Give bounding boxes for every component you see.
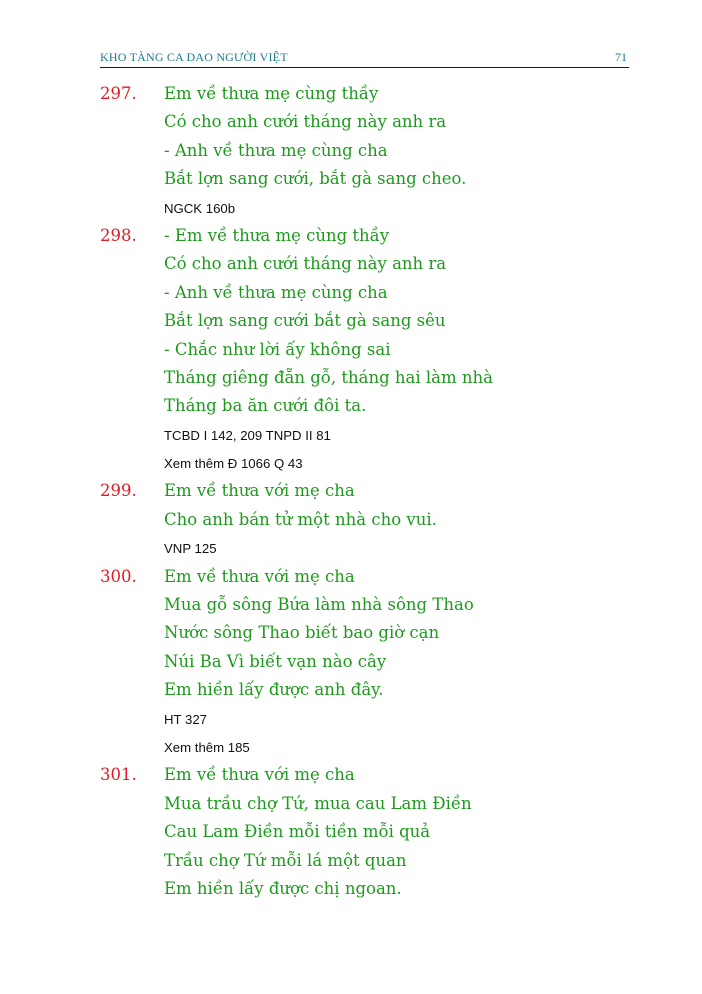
source-text: NGCK 160b bbox=[164, 200, 236, 216]
verse-text: Mua trầu chợ Tứ, mua cau Lam Điền bbox=[164, 793, 472, 813]
verse-line bbox=[100, 818, 640, 846]
verse-line bbox=[100, 619, 640, 647]
verse-line bbox=[100, 648, 640, 676]
verse-line bbox=[100, 137, 640, 165]
source-reference bbox=[100, 733, 640, 761]
verse-text: Em về thưa với mẹ cha bbox=[164, 765, 355, 785]
verse-text: Em hiền lấy được anh đây. bbox=[164, 680, 384, 700]
verse-text: Tháng ba ăn cưới đôi ta. bbox=[164, 396, 367, 416]
verse-line bbox=[100, 591, 640, 619]
verse-text: Có cho anh cưới tháng này anh ra bbox=[164, 254, 447, 274]
verse-line bbox=[100, 477, 640, 505]
verse-line bbox=[100, 222, 640, 250]
verse-line bbox=[100, 108, 640, 136]
verse-text: Có cho anh cưới tháng này anh ra bbox=[164, 112, 447, 132]
verse-line bbox=[100, 790, 640, 818]
verse-text: Em về thưa với mẹ cha bbox=[164, 481, 355, 501]
source-reference bbox=[100, 449, 640, 477]
verse-text: - Anh về thưa mẹ cùng cha bbox=[164, 282, 388, 302]
source-reference bbox=[100, 705, 640, 733]
source-text: Xem thêm Đ 1066 Q 43 bbox=[164, 456, 303, 472]
verse-line bbox=[100, 279, 640, 307]
verse-text: - Anh về thưa mẹ cùng cha bbox=[164, 140, 388, 160]
verse-line bbox=[100, 336, 640, 364]
source-text: Xem thêm 185 bbox=[164, 739, 250, 755]
poem-entry bbox=[100, 222, 640, 478]
verse-line bbox=[100, 506, 640, 534]
verse-text: Núi Ba Vì biết vạn nào cây bbox=[164, 651, 387, 671]
source-reference bbox=[100, 421, 640, 449]
entry-number: 300. bbox=[100, 566, 137, 586]
verse-text: Nước sông Thao biết bao giờ cạn bbox=[164, 623, 440, 643]
verse-text: - Chắc như lời ấy không sai bbox=[164, 339, 391, 359]
verse-text: Mua gỗ sông Bứa làm nhà sông Thao bbox=[164, 595, 474, 615]
source-text: TCBD I 142, 209 TNPD II 81 bbox=[164, 427, 331, 443]
verse-text: Tháng giêng đẵn gỗ, tháng hai làm nhà bbox=[164, 367, 493, 387]
entry-number: 298. bbox=[100, 225, 137, 245]
verse-text: Em về thưa mẹ cùng thầy bbox=[164, 84, 379, 103]
page-number: 71 bbox=[615, 50, 627, 64]
page-header bbox=[100, 48, 629, 68]
book-title: KHO TÀNG CA DAO NGƯỜI VIỆT bbox=[100, 50, 288, 64]
verse-line bbox=[100, 847, 640, 875]
source-text: HT 327 bbox=[164, 711, 208, 727]
entry-number: 301. bbox=[100, 765, 137, 785]
verse-text: Bắt lợn sang cưới bắt gà sang sêu bbox=[164, 311, 446, 331]
source-reference bbox=[100, 534, 640, 562]
verse-line bbox=[100, 676, 640, 704]
verse-line bbox=[100, 250, 640, 278]
poem-entry bbox=[100, 761, 640, 903]
poem-entry bbox=[100, 80, 640, 222]
verse-line bbox=[100, 307, 640, 335]
poem-entry bbox=[100, 477, 640, 562]
verse-line bbox=[100, 165, 640, 193]
verse-line bbox=[100, 761, 640, 789]
verse-line bbox=[100, 563, 640, 591]
verse-text: Em hiền lấy được chị ngoan. bbox=[164, 878, 402, 898]
entry-number: 299. bbox=[100, 481, 137, 501]
poem-entry bbox=[100, 563, 640, 762]
verse-text: - Em về thưa mẹ cùng thầy bbox=[164, 225, 390, 245]
verse-text: Em về thưa với mẹ cha bbox=[164, 566, 355, 586]
verse-line bbox=[100, 364, 640, 392]
source-text: VNP 125 bbox=[164, 541, 217, 557]
verse-line bbox=[100, 875, 640, 903]
verse-text: Cho anh bán tử một nhà cho vui. bbox=[164, 509, 437, 529]
verse-text: Trầu chợ Tứ mỗi lá một quan bbox=[164, 850, 407, 870]
entry-number: 297. bbox=[100, 84, 137, 103]
verse-text: Cau Lam Điền mỗi tiền mỗi quả bbox=[164, 822, 431, 842]
verse-line bbox=[100, 80, 640, 108]
poem-list bbox=[100, 80, 640, 903]
source-reference bbox=[100, 194, 640, 222]
verse-text: Bắt lợn sang cưới, bắt gà sang cheo. bbox=[164, 169, 467, 189]
verse-line bbox=[100, 392, 640, 420]
